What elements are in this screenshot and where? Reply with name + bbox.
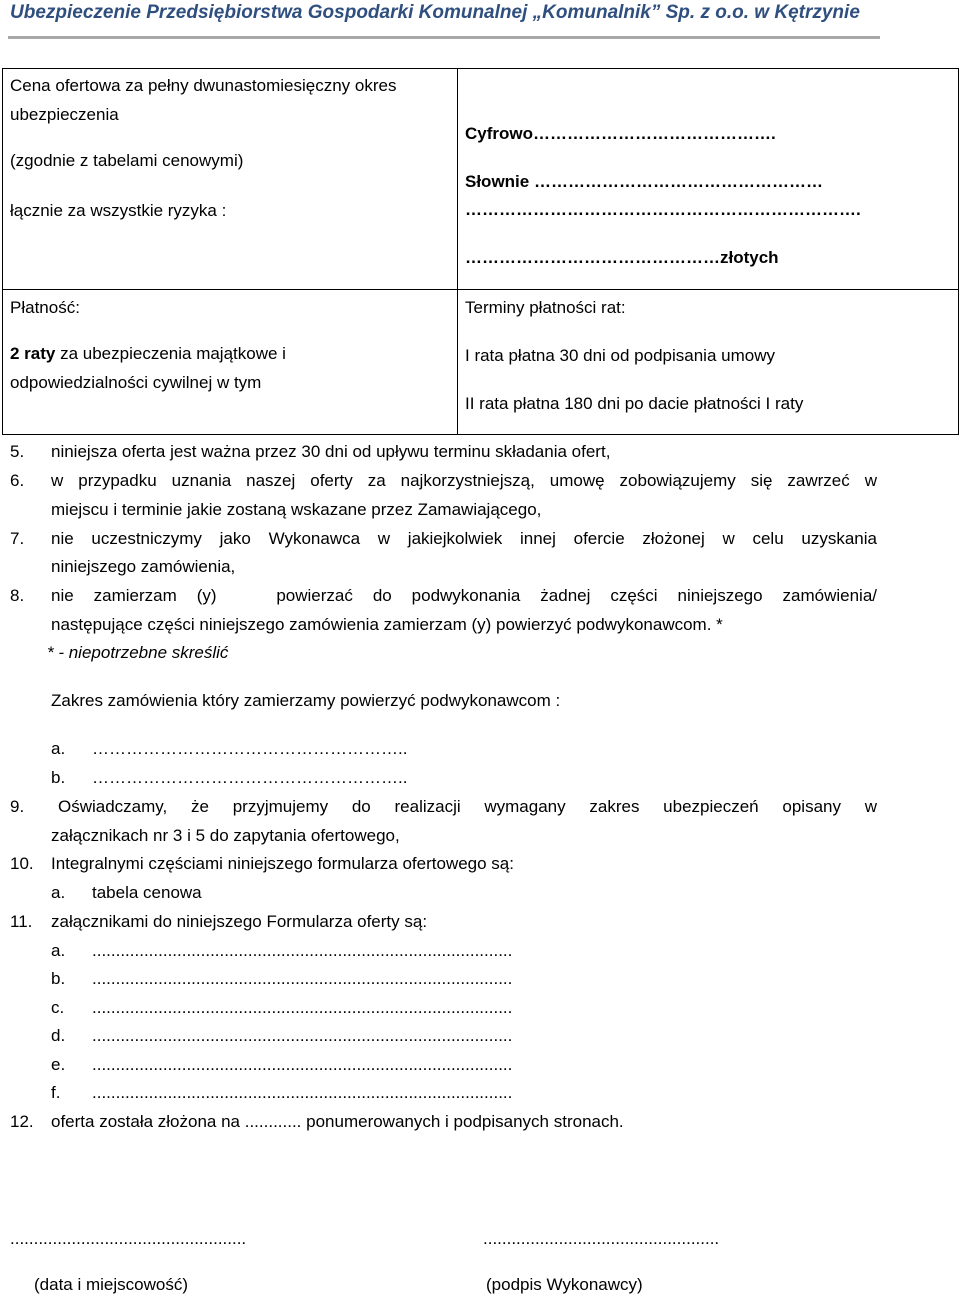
price-label-line4: łącznie za wszystkie ryzyka : bbox=[10, 201, 227, 220]
item-11-text: załącznikami do niniejszego Formularza oferty są: bbox=[51, 912, 428, 931]
item-10-number: 10. bbox=[10, 854, 34, 873]
price-label-line2: ubezpieczenia bbox=[10, 105, 119, 124]
payment-terms-cell bbox=[458, 290, 959, 435]
item-10-text: Integralnymi częściami niniejszego formularza ofertowego są: bbox=[51, 854, 514, 873]
item-10a-letter: a. bbox=[51, 883, 66, 902]
subcontract-b-letter: b. bbox=[51, 768, 66, 787]
price-words-field[interactable]: Słownie …………………………………………… bbox=[465, 172, 823, 191]
header-divider bbox=[8, 36, 880, 39]
item-11-number: 11. bbox=[10, 912, 33, 931]
item-6-line2: miejscu i terminie jakie zostaną wskazane przez Zamawiającego, bbox=[51, 500, 542, 519]
date-place-field[interactable]: .................................................. bbox=[10, 1229, 247, 1248]
item-5-text: niniejsza oferta jest ważna przez 30 dni od upływu terminu składania ofert, bbox=[51, 442, 611, 461]
payment-label-cell bbox=[3, 290, 458, 435]
payment-label: Płatność: bbox=[10, 298, 80, 317]
signature-label: (podpis Wykonawcy) bbox=[486, 1275, 643, 1294]
item-8-line2: następujące części niniejszego zamówienia zamierzam (y) powierzyć podwykonawcom. * bbox=[51, 615, 723, 634]
subcontract-scope-label: Zakres zamówienia który zamierzamy powierzyć podwykonawcom : bbox=[51, 691, 561, 710]
attachment-field[interactable]: ......................................................................................... bbox=[92, 1083, 513, 1102]
payment-terms-title: Terminy płatności rat: bbox=[465, 298, 626, 317]
installments-count: 2 raty bbox=[10, 344, 56, 363]
price-value-cell bbox=[458, 69, 959, 290]
item-5-number: 5. bbox=[10, 442, 25, 461]
footnote-note: * - niepotrzebne skreślić bbox=[47, 643, 229, 662]
second-installment-term: II rata płatna 180 dni po dacie płatności I raty bbox=[465, 394, 804, 413]
item-6-number: 6. bbox=[10, 471, 25, 490]
attachment-letter: d. bbox=[51, 1026, 66, 1045]
item-7-line2: niniejszego zamówienia, bbox=[51, 557, 236, 576]
item-12-number: 12. bbox=[10, 1112, 34, 1131]
attachment-letter: f. bbox=[51, 1083, 61, 1102]
installments-line1 bbox=[10, 343, 286, 365]
price-digits-field[interactable]: Cyfrowo……………………………………. bbox=[465, 124, 776, 143]
subcontract-a-letter: a. bbox=[51, 739, 66, 758]
document-header: Ubezpieczenie Przedsiębiorstwa Gospodarki Komunalnej „Komunalnik” Sp. z o.o. w Kętrzynie bbox=[10, 2, 860, 23]
first-installment-term: I rata płatna 30 dni od podpisania umowy bbox=[465, 346, 775, 365]
price-currency-line[interactable]: ………………………………………złotych bbox=[465, 248, 779, 267]
installments-desc: za ubezpieczenia majątkowe i bbox=[55, 344, 286, 363]
price-words-continuation[interactable]: ……………………………………………………………. bbox=[465, 200, 861, 219]
item-9-line2: załącznikach nr 3 i 5 do zapytania ofertowego, bbox=[51, 826, 400, 845]
item-8-line1: nie zamierzam (y) powierzać do podwykonania żadnej części niniejszego zamówienia/ bbox=[51, 586, 877, 605]
attachment-field[interactable]: ......................................................................................... bbox=[92, 1026, 513, 1045]
item-12-text: oferta została złożona na ............ ponumerowanych i podpisanych stronach. bbox=[51, 1112, 624, 1131]
attachment-letter: e. bbox=[51, 1055, 66, 1074]
attachment-letter: a. bbox=[51, 941, 66, 960]
attachment-field[interactable]: ......................................................................................... bbox=[92, 941, 513, 960]
attachment-field[interactable]: ......................................................................................... bbox=[92, 1055, 513, 1074]
price-label-line3: (zgodnie z tabelami cenowymi) bbox=[10, 151, 244, 170]
price-label-cell bbox=[3, 69, 458, 290]
attachment-letter: c. bbox=[51, 998, 65, 1017]
item-9-number: 9. bbox=[10, 797, 25, 816]
attachment-field[interactable]: ......................................................................................... bbox=[92, 969, 513, 988]
attachment-letter: b. bbox=[51, 969, 66, 988]
item-6-line1: w przypadku uznania naszej oferty za najkorzystniejszą, umowę zobowiązujemy się zawrzeć w bbox=[51, 471, 877, 490]
date-place-label: (data i miejscowość) bbox=[34, 1275, 188, 1294]
installments-line2: odpowiedzialności cywilnej w tym bbox=[10, 373, 262, 392]
price-label-line1: Cena ofertowa za pełny dwunastomiesięczny okres bbox=[10, 76, 397, 95]
attachment-field[interactable]: ......................................................................................... bbox=[92, 998, 513, 1017]
item-9-line1: Oświadczamy, że przyjmujemy do realizacji wymagany zakres ubezpieczeń opisany w bbox=[58, 797, 877, 816]
offer-table bbox=[2, 68, 959, 435]
signature-field[interactable]: .................................................. bbox=[483, 1229, 720, 1248]
item-7-number: 7. bbox=[10, 529, 25, 548]
item-10a-text: tabela cenowa bbox=[92, 883, 202, 902]
item-8-number: 8. bbox=[10, 586, 25, 605]
item-7-line1: nie uczestniczymy jako Wykonawca w jakiejkolwiek innej ofercie złożonej w celu uzyskania bbox=[51, 529, 877, 548]
subcontract-b-field[interactable]: ……………………………………………….. bbox=[92, 768, 408, 787]
subcontract-a-field[interactable]: ……………………………………………….. bbox=[92, 739, 408, 758]
